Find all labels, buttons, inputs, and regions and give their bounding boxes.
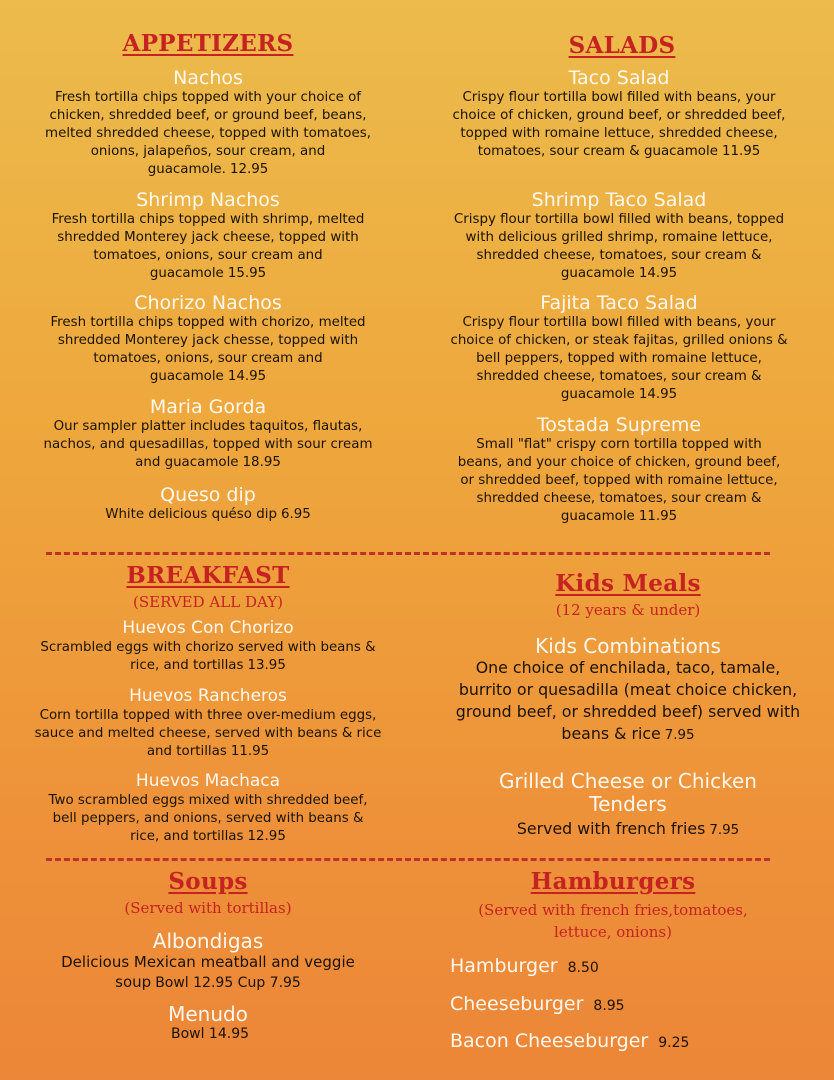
- item-name: Nachos: [173, 67, 243, 89]
- item-price: 14.95: [638, 266, 678, 281]
- menu-item: [48, 1003, 368, 1044]
- item-description: White delicious quéso dip 6.95: [105, 507, 311, 522]
- breakfast-title: BREAKFAST: [126, 562, 290, 589]
- item-price: 12.95: [247, 829, 286, 844]
- item-name: Fajita Taco Salad: [540, 292, 698, 314]
- item-description: Crispy flour tortilla bowl filled with beans, your choice of chicken, ground beef, or shredded beef, topped with romaine lettuce, shredded cheese, tomatoes, sour cream & guacamole 11.95: [452, 90, 786, 159]
- item-price: 11.95: [230, 744, 270, 759]
- item-price: 6.95: [280, 507, 311, 522]
- menu-item: [443, 292, 795, 404]
- menu-item: [468, 770, 788, 842]
- item-name: Albondigas: [152, 929, 264, 953]
- item-description: Scrambled eggs with chorizo served with beans & rice, and tortillas 13.95: [40, 640, 376, 673]
- appetizers-title: APPETIZERS: [122, 30, 294, 57]
- item-name: Maria Gorda: [149, 396, 267, 418]
- kids-meals-subtitle: (12 years & under): [555, 601, 701, 619]
- item-description: One choice of enchilada, taco, tamale, burrito or quesadilla (meat choice chicken, ground beef, or shredded beef) served with beans & rice 7.95: [455, 658, 801, 743]
- item-description: Served with french fries 7.95: [516, 819, 740, 838]
- item-name: Tostada Supreme: [536, 414, 702, 436]
- item-name: Taco Salad: [568, 67, 670, 89]
- menu-item: [44, 484, 372, 524]
- item-description: Our sampler platter includes taquitos, flautas, nachos, and quesadillas, topped with sour cream and guacamole 18.95: [43, 419, 373, 470]
- menu-item: [32, 67, 384, 179]
- item-price: 15.95: [227, 266, 267, 281]
- menu-item: [450, 1030, 689, 1052]
- item-description: Crispy flour tortilla bowl filled with beans, your choice of chicken, or steak fajitas, grilled onions & bell peppers, topped with romaine lettuce, shredded cheese, tomatoes, sour cream & guacamole 14.95: [450, 315, 788, 402]
- item-price: 8.50: [567, 960, 599, 976]
- item-description: Fresh tortilla chips topped with your choice of chicken, shredded beef, or ground beef, beans, melted shredded cheese, topped with tomatoes, onions, jalapeños, sour cream, and guacamole. 12.95: [45, 90, 371, 177]
- section-divider: [46, 552, 770, 555]
- kids-meals-title: Kids Meals: [555, 570, 701, 597]
- breakfast-subtitle: (SERVED ALL DAY): [133, 593, 283, 611]
- item-price: 7.95: [664, 728, 695, 743]
- item-name: Kids Combinations: [535, 634, 721, 658]
- menu-item: [443, 189, 795, 283]
- item-name: Shrimp Taco Salad: [531, 189, 707, 211]
- item-description: Fresh tortilla chips topped with chorizo, melted shredded Monterey jack chesse, topped with tomatoes, onions, sour cream and guacamole 14.95: [50, 315, 366, 384]
- item-price: 18.95: [242, 455, 281, 470]
- menu-item: [455, 414, 783, 526]
- item-name: Hamburger: [450, 955, 558, 977]
- menu-item: [443, 67, 795, 161]
- item-description: Delicious Mexican meatball and veggie soup Bowl 12.95 Cup 7.95: [61, 953, 355, 991]
- item-name: Huevos Machaca: [135, 771, 281, 791]
- item-description: [48, 1025, 368, 1044]
- item-price: 11.95: [638, 509, 678, 524]
- item-name: Bacon Cheeseburger: [450, 1030, 649, 1052]
- item-description: Corn tortilla topped with three over-medium eggs, sauce and melted cheese, served with beans & rice and tortillas 11.95: [34, 708, 382, 759]
- item-description: Fresh tortilla chips topped with shrimp, melted shredded Monterey jack cheese, topped with tomatoes, onions, sour cream and guacamole 15.95: [51, 212, 365, 281]
- salads-title: SALADS: [568, 32, 676, 59]
- section-divider: [46, 858, 770, 861]
- item-price: Bowl 14.95: [170, 1026, 250, 1042]
- item-description: Two scrambled eggs mixed with shredded beef, bell peppers, and onions, served with beans & rice, and tortillas 12.95: [48, 793, 368, 844]
- soups-title: Soups: [168, 868, 248, 895]
- item-price: Bowl 12.95 Cup 7.95: [155, 975, 301, 991]
- item-price: 12.95: [229, 162, 269, 177]
- item-description: Crispy flour tortilla bowl filled with beans, topped with delicious grilled shrimp, romaine lettuce, shredded cheese, tomatoes, sour cream & guacamole 14.95: [453, 212, 785, 281]
- item-name: Chorizo Nachos: [134, 292, 282, 314]
- soups-subtitle: (Served with tortillas): [124, 899, 292, 917]
- menu-item: [450, 955, 599, 977]
- item-price: 11.95: [721, 144, 761, 159]
- item-price: 7.95: [709, 823, 740, 838]
- menu-item: [44, 292, 372, 386]
- menu-item: [34, 396, 382, 472]
- hamburgers-subtitle: (Served with french fries,tomatoes, lettuce, onions): [478, 901, 748, 941]
- item-name: Huevos Rancheros: [129, 686, 287, 706]
- menu-item: [450, 993, 625, 1015]
- item-price: 14.95: [638, 387, 678, 402]
- item-name: Shrimp Nachos: [136, 189, 280, 211]
- menu-item: [44, 930, 372, 993]
- item-description: Small "flat" crispy corn tortilla topped with beans, and your choice of chicken, ground beef, or shredded beef, topped with romaine lettuce, shredded cheese, tomatoes, sour cream & guacamole 11.95: [457, 437, 781, 524]
- item-name: Menudo: [168, 1002, 248, 1026]
- menu-item: [44, 189, 372, 283]
- hamburgers-title: Hamburgers: [530, 868, 696, 895]
- menu-item: [452, 635, 804, 747]
- item-name: Queso dip: [160, 484, 256, 506]
- menu-item: [40, 770, 376, 846]
- item-name: Cheeseburger: [450, 993, 584, 1015]
- item-price: 14.95: [227, 369, 267, 384]
- item-name: Huevos Con Chorizo: [122, 618, 294, 638]
- item-name: Grilled Cheese or Chicken Tenders: [499, 769, 757, 816]
- menu-item: [34, 685, 382, 761]
- item-price: 13.95: [247, 658, 286, 673]
- menu-item: [34, 617, 382, 675]
- item-price: 9.25: [658, 1035, 690, 1051]
- item-price: 8.95: [593, 998, 625, 1014]
